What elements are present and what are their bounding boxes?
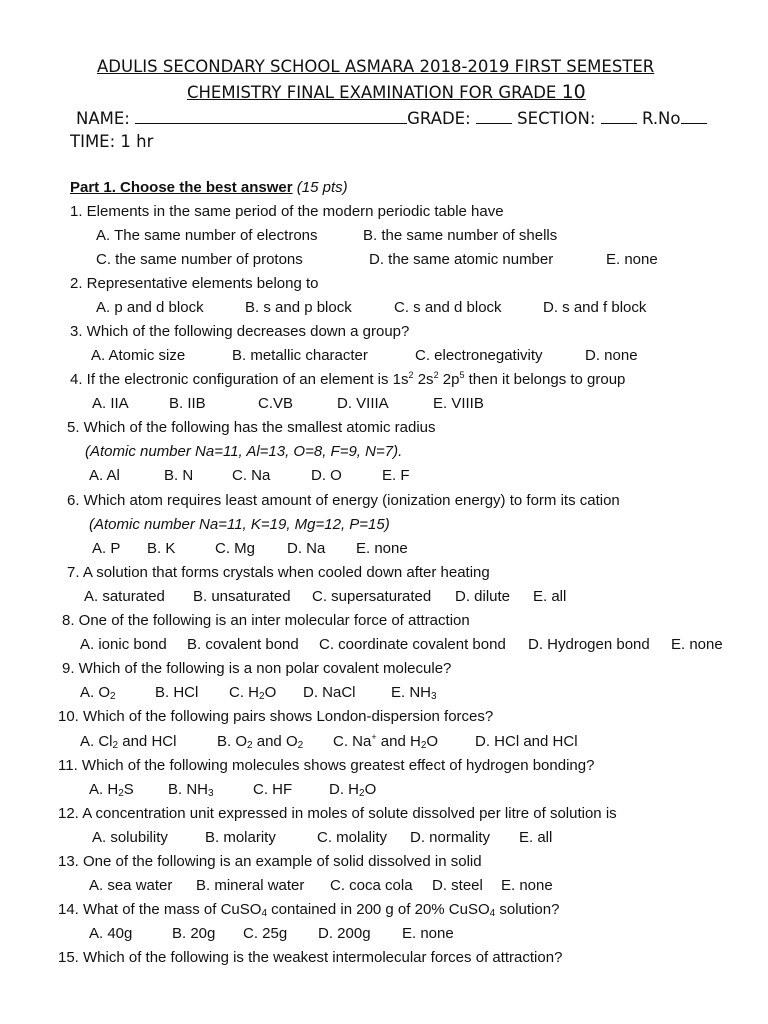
q10-b-sub: 2 <box>247 740 253 751</box>
q9-a-text: A. O <box>80 684 111 701</box>
q11-a-text: S <box>123 781 134 798</box>
q6-option-c[interactable]: C. Mg <box>215 540 256 557</box>
q12-option-e[interactable]: E. all <box>519 829 553 846</box>
q4-sup-2: 2 <box>433 370 439 380</box>
q8-option-a[interactable]: A. ionic bond <box>80 636 167 653</box>
q4-option-b[interactable]: B. IIB <box>169 395 206 412</box>
q8-option-b[interactable]: B. covalent bond <box>187 636 299 653</box>
q11-option-d[interactable] <box>329 781 376 798</box>
q6-note: (Atomic number Na=11, K=19, Mg=12, P=15) <box>89 516 390 533</box>
q9-option-c[interactable] <box>229 684 276 701</box>
q12-option-a[interactable]: A. solubility <box>92 829 168 846</box>
question-4 <box>70 371 625 388</box>
q10-c-text: and H <box>376 733 421 750</box>
q10-option-a[interactable] <box>80 733 176 750</box>
q7-option-a[interactable]: A. saturated <box>84 588 165 605</box>
q7-option-c[interactable]: C. supersaturated <box>312 588 432 605</box>
question-3: 3. Which of the following decreases down a group? <box>70 323 410 340</box>
q13-option-b[interactable]: B. mineral water <box>196 877 305 894</box>
q10-option-b[interactable] <box>217 733 303 750</box>
q11-b-text: B. NH <box>168 781 209 798</box>
question-13: 13. One of the following is an example of solid dissolved in solid <box>58 853 482 870</box>
q3-option-a[interactable]: A. Atomic size <box>91 347 186 364</box>
q14-text-part: 14. What of the mass of CuSO <box>58 901 262 918</box>
q11-d-text: O <box>364 781 377 798</box>
q1-option-d[interactable]: D. the same atomic number <box>369 251 554 268</box>
question-7: 7. A solution that forms crystals when cooled down after heating <box>67 564 490 581</box>
q9-option-b[interactable]: B. HCl <box>155 684 199 701</box>
q8-option-c[interactable]: C. coordinate covalent bond <box>319 636 506 653</box>
q10-option-d[interactable]: D. HCl and HCl <box>475 733 578 750</box>
q4-text-part: then it belongs to group <box>464 371 626 388</box>
q8-option-e[interactable]: E. none <box>671 636 723 653</box>
question-9: 9. Which of the following is a non polar covalent molecule? <box>62 660 452 677</box>
q9-c-sub: 2 <box>259 691 265 702</box>
q13-option-c[interactable]: C. coca cola <box>330 877 413 894</box>
question-15: 15. Which of the following is the weakest intermolecular forces of attraction? <box>58 949 563 966</box>
exam-title-text: CHEMISTRY FINAL EXAMINATION FOR GRADE <box>187 83 557 102</box>
question-12: 12. A concentration unit expressed in moles of solute dissolved per litre of solution is <box>58 805 617 822</box>
q2-option-b[interactable]: B. s and p block <box>245 299 352 316</box>
q1-option-e[interactable]: E. none <box>606 251 658 268</box>
q14-text-part: solution? <box>495 901 560 918</box>
name-blank[interactable] <box>135 109 407 124</box>
q14-option-c[interactable]: C. 25g <box>243 925 288 942</box>
q1-option-a[interactable]: A. The same number of electrons <box>96 227 318 244</box>
q10-c-sub: 2 <box>420 740 427 751</box>
q3-option-d[interactable]: D. none <box>585 347 638 364</box>
q12-option-b[interactable]: B. molarity <box>205 829 276 846</box>
q4-option-a[interactable]: A. IIA <box>92 395 129 412</box>
q4-text-part: 2s <box>413 371 434 388</box>
q4-option-d[interactable]: D. VIIIA <box>337 395 389 412</box>
question-1: 1. Elements in the same period of the modern periodic table have <box>70 203 504 220</box>
q9-c-text: C. H <box>229 684 259 701</box>
q11-d-sub: 2 <box>359 788 365 799</box>
question-2: 2. Representative elements belong to <box>70 275 319 292</box>
student-info-line <box>76 109 707 128</box>
q4-option-c[interactable]: C.VB <box>258 395 294 412</box>
q14-sub-2: 4 <box>489 908 496 919</box>
q7-option-b[interactable]: B. unsaturated <box>193 588 291 605</box>
q5-option-b[interactable]: B. N <box>164 467 194 484</box>
part1-heading <box>70 179 348 196</box>
q10-a-text: A. Cl <box>80 733 113 750</box>
question-5: 5. Which of the following has the smallest atomic radius <box>67 419 436 436</box>
q6-option-a[interactable]: A. P <box>92 540 121 557</box>
q11-option-b[interactable] <box>168 781 214 798</box>
q2-option-c[interactable]: C. s and d block <box>394 299 502 316</box>
section-blank[interactable] <box>601 109 637 124</box>
grade-number: 10 <box>561 81 586 103</box>
q3-option-b[interactable]: B. metallic character <box>232 347 368 364</box>
school-title: ADULIS SECONDARY SCHOOL ASMARA 2018-2019 FIRST SEMESTER <box>97 57 655 76</box>
question-10: 10. Which of the following pairs shows London-dispersion forces? <box>58 708 494 725</box>
q14-sub-1: 4 <box>261 908 267 919</box>
q10-c-sup: + <box>371 732 377 742</box>
part1-title: Part 1. Choose the best answer <box>70 179 293 196</box>
q10-b-text: and O <box>252 733 298 750</box>
section-label: SECTION: <box>517 109 596 128</box>
q6-option-e[interactable]: E. none <box>356 540 408 557</box>
part1-points: (15 pts) <box>296 179 348 196</box>
question-11: 11. Which of the following molecules shows greatest effect of hydrogen bonding? <box>58 757 595 774</box>
q2-option-d[interactable]: D. s and f block <box>543 299 647 316</box>
q10-c-text: O <box>426 733 439 750</box>
q8-option-d[interactable]: D. Hydrogen bond <box>528 636 650 653</box>
q4-option-e[interactable]: E. VIIIB <box>433 395 484 412</box>
q6-option-b[interactable]: B. K <box>147 540 176 557</box>
q5-option-a[interactable]: A. Al <box>89 467 120 484</box>
q7-option-d[interactable]: D. dilute <box>455 588 511 605</box>
q4-sup-3: 5 <box>459 370 465 380</box>
q10-b-sub: 2 <box>297 740 304 751</box>
rno-label: R.No <box>641 109 681 128</box>
q10-b-text: B. O <box>217 733 248 750</box>
q14-option-d[interactable]: D. 200g <box>318 925 371 942</box>
q10-c-text: C. Na <box>333 733 372 750</box>
q4-text-part: 4. If the electronic configuration of an element is 1s <box>70 371 409 388</box>
question-6: 6. Which atom requires least amount of energy (ionization energy) to form its cation <box>67 492 620 509</box>
q9-a-sub: 2 <box>110 691 116 702</box>
time-label: TIME: 1 hr <box>70 132 154 151</box>
q11-b-sub: 3 <box>208 788 214 799</box>
exam-title <box>187 81 586 103</box>
q4-sup-1: 2 <box>408 370 414 380</box>
q2-option-a[interactable]: A. p and d block <box>96 299 204 316</box>
q10-a-text: and HCl <box>118 733 177 750</box>
q5-note: (Atomic number Na=11, Al=13, O=8, F=9, N=7). <box>85 443 403 460</box>
q1-option-c[interactable]: C. the same number of protons <box>96 251 303 268</box>
q3-option-c[interactable]: C. electronegativity <box>415 347 543 364</box>
q11-option-a[interactable] <box>89 781 134 798</box>
q12-option-c[interactable]: C. molality <box>317 829 388 846</box>
grade-blank[interactable] <box>476 109 512 124</box>
q13-option-e[interactable]: E. none <box>501 877 553 894</box>
q9-option-a[interactable] <box>80 684 116 701</box>
grade-label: GRADE: <box>407 109 471 128</box>
q14-option-b[interactable]: B. 20g <box>172 925 216 942</box>
q10-a-sub: 2 <box>112 740 119 751</box>
q14-option-a[interactable]: A. 40g <box>89 925 133 942</box>
q6-option-d[interactable]: D. Na <box>287 540 326 557</box>
q9-e-sub: 3 <box>431 691 437 702</box>
q5-option-c[interactable]: C. Na <box>232 467 271 484</box>
q10-option-c[interactable] <box>333 733 438 750</box>
question-8: 8. One of the following is an inter molecular force of attraction <box>62 612 470 629</box>
q11-a-sub: 2 <box>118 788 124 799</box>
q9-option-e[interactable] <box>391 684 437 701</box>
q13-option-d[interactable]: D. steel <box>432 877 483 894</box>
q13-option-a[interactable]: A. sea water <box>89 877 173 894</box>
rno-blank[interactable] <box>681 109 707 124</box>
q4-text-part: 2p <box>438 371 460 388</box>
q9-c-text: O <box>264 684 277 701</box>
q11-d-text: D. H <box>329 781 359 798</box>
q11-option-c[interactable]: C. HF <box>253 781 293 798</box>
q14-text-part: contained in 200 g of 20% CuSO <box>267 901 490 918</box>
q9-e-text: E. NH <box>391 684 432 701</box>
q5-option-e[interactable]: E. F <box>382 467 410 484</box>
name-label: NAME: <box>76 109 130 128</box>
q11-a-text: A. H <box>89 781 119 798</box>
q1-option-b[interactable]: B. the same number of shells <box>363 227 558 244</box>
q12-option-d[interactable]: D. normality <box>410 829 491 846</box>
q14-option-e[interactable]: E. none <box>402 925 454 942</box>
q7-option-e[interactable]: E. all <box>533 588 567 605</box>
question-14 <box>58 901 559 918</box>
q5-option-d[interactable]: D. O <box>311 467 342 484</box>
q9-option-d[interactable]: D. NaCl <box>303 684 356 701</box>
